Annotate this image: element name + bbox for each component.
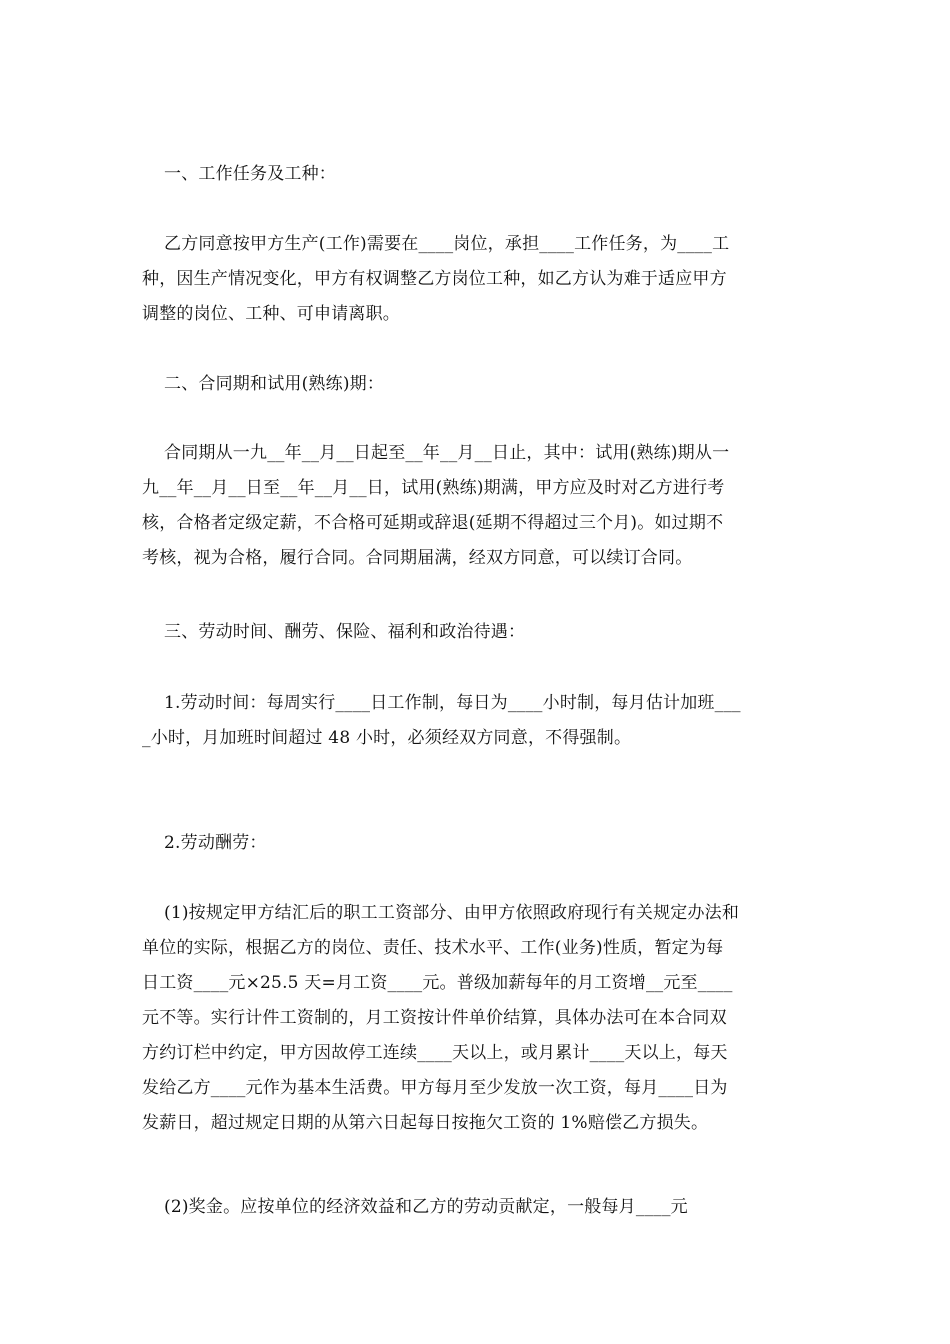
paragraph-line: 九__年__月__日至__年__月__日，试用(熟练)期满，甲方应及时对乙方进行考 <box>142 478 725 498</box>
paragraph-line: 日工资____元×25.5 天=月工资____元。普级加薪每年的月工资增__元至____ <box>142 973 733 993</box>
paragraph-line: 单位的实际，根据乙方的岗位、责任、技术水平、工作(业务)性质，暂定为每 <box>142 938 724 958</box>
paragraph-line: _小时，月加班时间超过 48 小时，必须经双方同意，不得强制。 <box>142 728 632 748</box>
section-2-paragraph <box>142 436 812 576</box>
heading-text: 三、劳动时间、酬劳、保险、福利和政治待遇： <box>164 622 526 642</box>
heading-text: 一、工作任务及工种： <box>164 164 336 184</box>
paragraph-line: (2)奖金。应按单位的经济效益和乙方的劳动贡献定，一般每月____元 <box>164 1197 688 1217</box>
heading-text: 二、合同期和试用(熟练)期： <box>164 374 385 394</box>
sub-item-1-paragraph <box>142 896 812 1141</box>
item-2-heading <box>142 826 812 861</box>
sub-item-2-paragraph <box>142 1190 812 1225</box>
section-heading-2 <box>142 367 812 402</box>
heading-text: 2.劳动酬劳： <box>164 833 267 853</box>
paragraph-line: 方约订栏中约定，甲方因故停工连续____天以上，或月累计____天以上，每天 <box>142 1043 728 1063</box>
paragraph-line: 1.劳动时间：每周实行____日工作制，每日为____小时制，每月估计加班___ <box>164 693 741 713</box>
paragraph-line: 核，合格者定级定薪，不合格可延期或辞退(延期不得超过三个月)。如过期不 <box>142 513 724 533</box>
paragraph-line: 调整的岗位、工种、可申请离职。 <box>142 304 400 324</box>
paragraph-line: 种，因生产情况变化，甲方有权调整乙方岗位工种，如乙方认为难于适应甲方 <box>142 269 727 289</box>
section-1-paragraph <box>142 227 812 332</box>
paragraph-line: 考核，视为合格，履行合同。合同期届满，经双方同意，可以续订合同。 <box>142 548 693 568</box>
paragraph-line: 元不等。实行计件工资制的，月工资按计件单价结算，具体办法可在本合同双 <box>142 1008 727 1028</box>
paragraph-line: 乙方同意按甲方生产(工作)需要在____岗位，承担____工作任务，为____工 <box>164 234 730 254</box>
section-heading-3 <box>142 615 812 650</box>
paragraph-line: 发给乙方____元作为基本生活费。甲方每月至少发放一次工资，每月____日为 <box>142 1078 728 1098</box>
paragraph-line: 合同期从一九__年__月__日起至__年__月__日止，其中：试用(熟练)期从一 <box>164 443 730 463</box>
section-heading-1 <box>142 157 812 192</box>
item-1-paragraph <box>142 686 812 756</box>
paragraph-line: (1)按规定甲方结汇后的职工工资部分、由甲方依照政府现行有关规定办法和 <box>164 903 740 923</box>
paragraph-line: 发薪日，超过规定日期的从第六日起每日按拖欠工资的 1%赔偿乙方损失。 <box>142 1113 709 1133</box>
